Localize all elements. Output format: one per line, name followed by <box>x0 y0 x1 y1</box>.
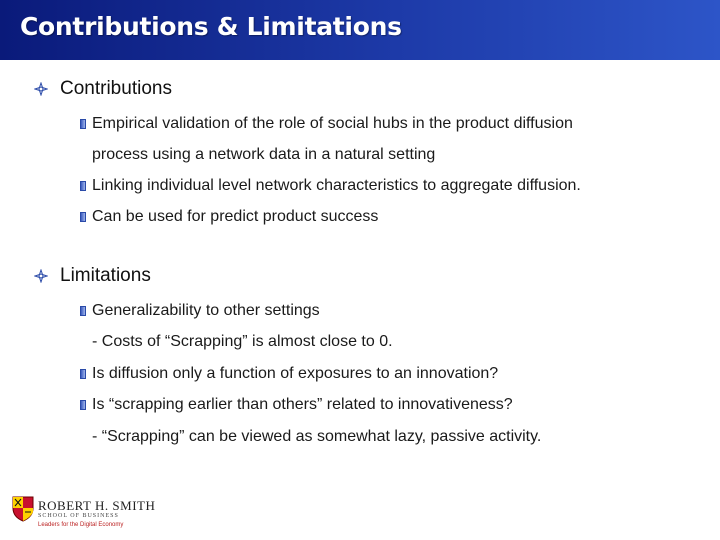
list-item: Linking individual level network characteristics to aggregate diffusion. <box>80 171 581 201</box>
square-bullet-icon <box>80 181 86 191</box>
square-bullet-icon <box>80 369 86 379</box>
title-bar <box>0 0 720 60</box>
list-item-continuation: process using a network data in a natural setting <box>92 146 436 163</box>
list-item-continuation: - “Scrapping” can be viewed as somewhat lazy, passive activity. <box>92 428 542 445</box>
section-heading: Limitations <box>60 265 151 286</box>
square-bullet-icon <box>80 212 86 222</box>
section-contributions <box>34 74 172 104</box>
logo-name: ROBERT H. SMITH <box>38 498 156 513</box>
list-item: Generalizability to other settings <box>80 296 320 326</box>
list-item-continuation: - Costs of “Scrapping” is almost close to 0. <box>92 333 393 350</box>
slide-title: Contributions & Limitations <box>20 12 402 41</box>
section-limitations <box>34 261 151 291</box>
list-item: Is “scrapping earlier than others” related to innovativeness? <box>80 390 513 420</box>
logo-school: SCHOOL OF BUSINESS <box>38 513 119 519</box>
section-heading: Contributions <box>60 78 172 99</box>
list-item: Empirical validation of the role of social hubs in the product diffusion <box>80 109 573 139</box>
diamond-bullet-icon <box>34 269 48 283</box>
list-item: Can be used for predict product success <box>80 202 378 232</box>
list-item: Is diffusion only a function of exposures to an innovation? <box>80 359 498 389</box>
shield-crest-icon <box>12 496 34 522</box>
square-bullet-icon <box>80 119 86 129</box>
logo-tagline: Leaders for the Digital Economy <box>38 522 124 528</box>
square-bullet-icon <box>80 400 86 410</box>
school-logo <box>12 492 162 538</box>
square-bullet-icon <box>80 306 86 316</box>
diamond-bullet-icon <box>34 82 48 96</box>
